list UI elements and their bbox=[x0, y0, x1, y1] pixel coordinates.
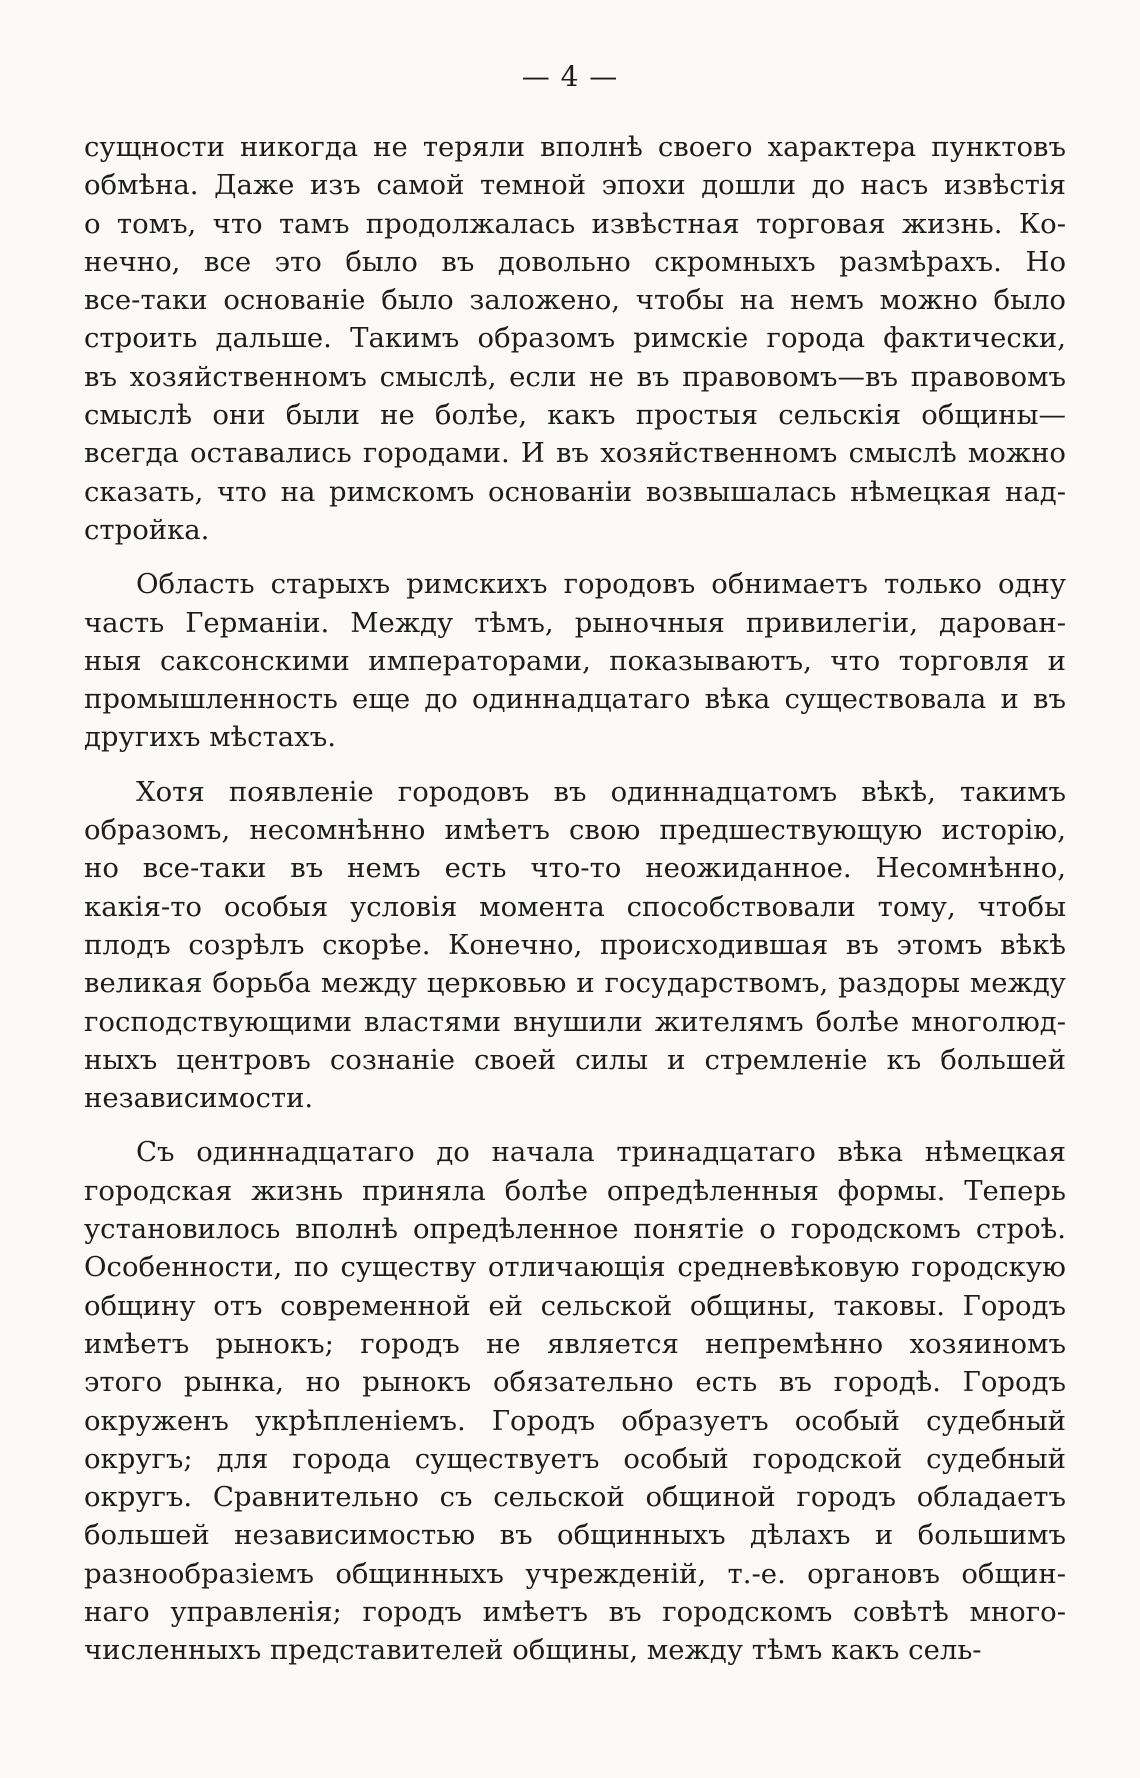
text-line: окруженъ укрѣпленіемъ. Городъ образуетъ особый судебный bbox=[84, 1404, 1066, 1437]
text-line: независимости. bbox=[84, 1082, 314, 1115]
text-line: Хотя появленіе городовъ въ одиннадцатомъ вѣкѣ, такимъ bbox=[136, 775, 1066, 808]
text-line: плодъ созрѣлъ скорѣе. Конечно, происходившая въ этомъ вѣкѣ bbox=[84, 928, 1066, 961]
text-line: другихъ мѣстахъ. bbox=[84, 721, 336, 754]
text-line: городская жизнь приняла болѣе опредѣленныя формы. Теперь bbox=[84, 1174, 1066, 1207]
text-line: разнообразіемъ общинныхъ учрежденій, т.-е. органовъ общин- bbox=[84, 1557, 1066, 1590]
text-line: наго управленія; городъ имѣетъ въ городскомъ совѣтѣ много- bbox=[84, 1595, 1066, 1628]
text-line: ныхъ центровъ сознаніе своей силы и стремленіе къ большей bbox=[84, 1043, 1066, 1076]
paragraph bbox=[84, 565, 1066, 756]
text-line: стройка. bbox=[84, 513, 210, 546]
text-line: округъ; для города существуетъ особый городской судебный bbox=[84, 1442, 1066, 1475]
text-line: Съ одиннадцатаго до начала тринадцатаго вѣка нѣмецкая bbox=[136, 1136, 1066, 1169]
paragraph bbox=[84, 128, 1066, 549]
text-line: все-таки основаніе было заложено, чтобы на немъ можно было bbox=[84, 284, 1066, 317]
text-line: образомъ, несомнѣнно имѣетъ свою предшествующую исторію, bbox=[84, 814, 1066, 847]
text-line: Особенности, по существу отличающія средневѣковую городскую bbox=[84, 1251, 1066, 1284]
text-line: часть Германіи. Между тѣмъ, рыночныя привилегіи, дарован- bbox=[84, 606, 1066, 639]
text-line: этого рынка, но рынокъ обязательно есть въ городѣ. Городъ bbox=[84, 1366, 1066, 1399]
text-line: смыслѣ они были не болѣе, какъ простыя сельскія общины— bbox=[84, 399, 1066, 432]
text-line: обмѣна. Даже изъ самой темной эпохи дошли до насъ извѣстія bbox=[84, 169, 1066, 202]
body-text bbox=[84, 128, 1066, 1686]
text-line: великая борьба между церковью и государствомъ, раздоры между bbox=[84, 967, 1066, 1000]
paragraph bbox=[84, 773, 1066, 1118]
text-line: сказать, что на римскомъ основаніи возвышалась нѣмецкая над- bbox=[84, 475, 1066, 508]
text-line: всегда оставались городами. И въ хозяйственномъ смыслѣ можно bbox=[84, 437, 1066, 470]
text-line: ныя саксонскими императорами, показываютъ, что торговля и bbox=[84, 644, 1066, 677]
text-line: господствующими властями внушили жителямъ болѣе многолюд- bbox=[84, 1005, 1066, 1038]
text-line: численныхъ представителей общины, между тѣмъ какъ сель- bbox=[84, 1634, 982, 1667]
text-line: установилось вполнѣ опредѣленное понятіе о городскомъ строѣ. bbox=[84, 1213, 1066, 1246]
text-line: строить дальше. Такимъ образомъ римскіе города фактически, bbox=[84, 322, 1066, 355]
paragraph bbox=[84, 1133, 1066, 1669]
text-line: въ хозяйственномъ смыслѣ, если не въ правовомъ—въ правовомъ bbox=[84, 360, 1066, 393]
text-line: сущности никогда не теряли вполнѣ своего характера пунктовъ bbox=[84, 131, 1066, 163]
text-line: о томъ, что тамъ продолжалась извѣстная торговая жизнь. Ко- bbox=[84, 207, 1066, 240]
text-line: какія-то особыя условія момента способствовали тому, чтобы bbox=[84, 890, 1066, 923]
text-line: Область старыхъ римскихъ городовъ обнимаетъ только одну bbox=[136, 568, 1066, 601]
text-line: округъ. Сравнительно съ сельской общиной городъ обладаетъ bbox=[84, 1481, 1066, 1514]
text-line: имѣетъ рынокъ; городъ не является непремѣнно хозяиномъ bbox=[84, 1327, 1066, 1360]
page-number: — 4 — bbox=[521, 60, 619, 93]
text-line: общину отъ современной ей сельской общины, таковы. Городъ bbox=[84, 1289, 1066, 1322]
text-line: но все-таки въ немъ есть что-то неожиданное. Несомнѣнно, bbox=[84, 852, 1066, 885]
text-line: нечно, все это было въ довольно скромныхъ размѣрахъ. Но bbox=[84, 245, 1066, 278]
text-line: большей независимостью въ общинныхъ дѣлахъ и большимъ bbox=[84, 1519, 1066, 1552]
text-line: промышленность еще до одиннадцатаго вѣка существовала и въ bbox=[84, 683, 1066, 716]
